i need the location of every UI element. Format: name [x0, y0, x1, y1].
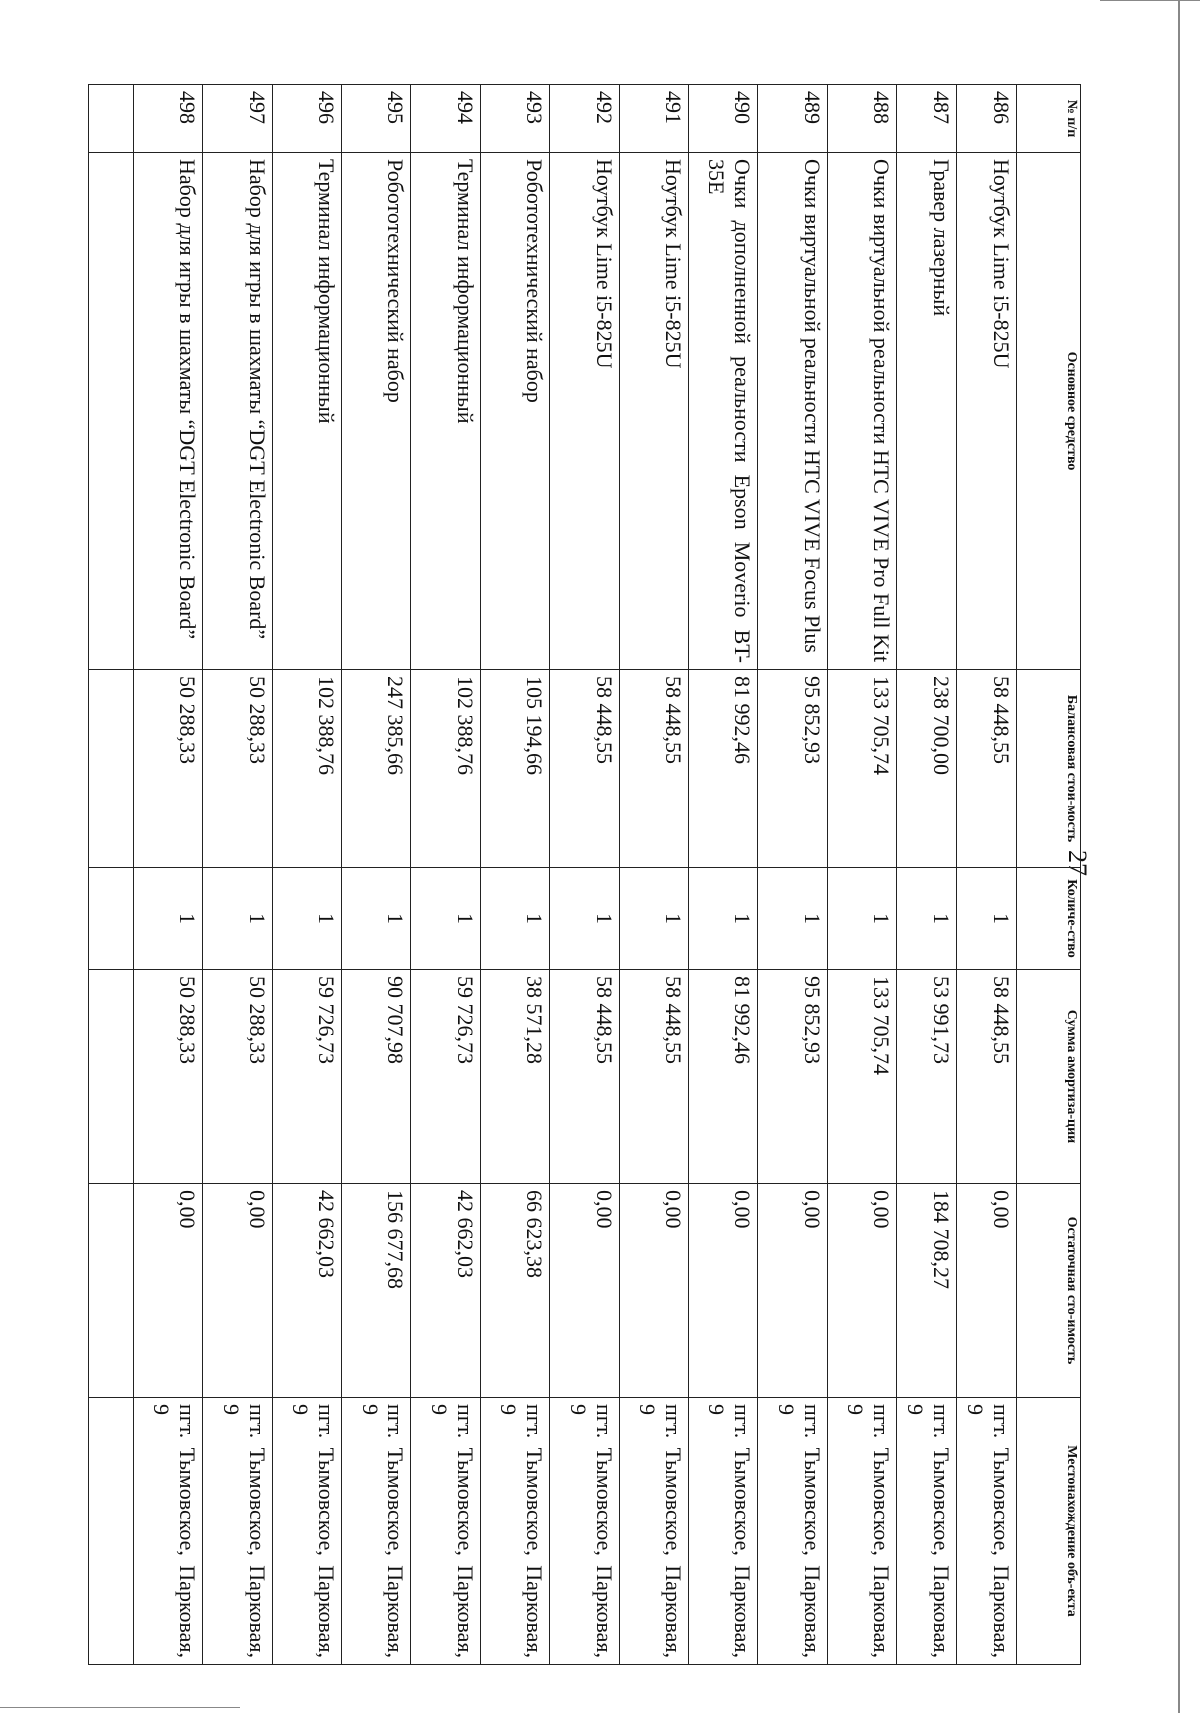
- scan-edge-line: [1100, 0, 1200, 1]
- cell-num: 490: [688, 85, 757, 153]
- cell-num: 486: [957, 85, 1017, 153]
- header-balance: Балансовая стои-мость: [1017, 670, 1081, 868]
- cell-residual: 156 677,68: [342, 1184, 411, 1398]
- cell-amortization: 58 448,55: [957, 970, 1017, 1184]
- cell-name: Набор для игры в шахматы “DGT Electronic Board”: [203, 153, 272, 670]
- table-row: [203, 85, 272, 1665]
- cell-name: Очки виртуальной реальности HTC VIVE Focus Plus: [758, 153, 827, 670]
- cell-num: 487: [897, 85, 957, 153]
- fixed-assets-table: [88, 84, 1081, 1665]
- cell-balance: 50 288,33: [134, 670, 203, 868]
- cell-quantity: 1: [827, 868, 896, 970]
- cell-quantity: 1: [550, 868, 619, 970]
- table-row: [758, 85, 827, 1665]
- table-row: [550, 85, 619, 1665]
- cell-name: Терминал информационный: [411, 153, 480, 670]
- cell-balance: 58 448,55: [957, 670, 1017, 868]
- cell-quantity: 1: [134, 868, 203, 970]
- cell-amortization: 53 991,73: [897, 970, 957, 1184]
- cell-amortization: 38 571,28: [480, 970, 549, 1184]
- cell-amortization: 50 288,33: [203, 970, 272, 1184]
- cell-num: 498: [134, 85, 203, 153]
- cell-location: пгт. Тымовское, Парковая, 9: [272, 1398, 341, 1665]
- header-num: № п/п: [1017, 85, 1081, 153]
- cell-num: 492: [550, 85, 619, 153]
- cell-amortization: 81 992,46: [688, 970, 757, 1184]
- table-row: [134, 85, 203, 1665]
- cell-location: пгт. Тымовское, Парковая, 9: [550, 1398, 619, 1665]
- cell-residual: 42 662,03: [411, 1184, 480, 1398]
- cell-location: пгт. Тымовское, Парковая, 9: [827, 1398, 896, 1665]
- cell-location: пгт. Тымовское, Парковая, 9: [758, 1398, 827, 1665]
- cell-balance: 133 705,74: [827, 670, 896, 868]
- cell-name: Ноутбук Lime i5-825U: [619, 153, 688, 670]
- cell-empty: [89, 670, 134, 868]
- cell-amortization: 59 726,73: [272, 970, 341, 1184]
- table-row-empty: [89, 85, 134, 1665]
- cell-residual: 0,00: [957, 1184, 1017, 1398]
- cell-empty: [89, 153, 134, 670]
- table-row: [827, 85, 896, 1665]
- cell-residual: 66 623,38: [480, 1184, 549, 1398]
- cell-balance: 50 288,33: [203, 670, 272, 868]
- cell-location: пгт. Тымовское, Парковая, 9: [688, 1398, 757, 1665]
- cell-name: Очки виртуальной реальности HTC VIVE Pro Full Kit: [827, 153, 896, 670]
- cell-balance: 58 448,55: [619, 670, 688, 868]
- cell-empty: [89, 85, 134, 153]
- header-location: Местонахождение объ-екта: [1017, 1398, 1081, 1665]
- cell-quantity: 1: [688, 868, 757, 970]
- cell-num: 494: [411, 85, 480, 153]
- cell-balance: 81 992,46: [688, 670, 757, 868]
- cell-name: Робототехнический набор: [342, 153, 411, 670]
- cell-empty: [89, 1184, 134, 1398]
- cell-balance: 58 448,55: [550, 670, 619, 868]
- header-amortization: Сумма амортиза-ции: [1017, 970, 1081, 1184]
- table-row: [688, 85, 757, 1665]
- cell-balance: 102 388,76: [411, 670, 480, 868]
- cell-name: Очки дополненной реальности Epson Moverio BT-35E: [688, 153, 757, 670]
- table-row: [619, 85, 688, 1665]
- cell-name: Ноутбук Lime i5-825U: [550, 153, 619, 670]
- cell-quantity: 1: [480, 868, 549, 970]
- cell-location: пгт. Тымовское, Парковая, 9: [134, 1398, 203, 1665]
- cell-quantity: 1: [897, 868, 957, 970]
- cell-balance: 95 852,93: [758, 670, 827, 868]
- scan-edge-line: [0, 1707, 240, 1708]
- cell-name: Робототехнический набор: [480, 153, 549, 670]
- table-row: [272, 85, 341, 1665]
- cell-location: пгт. Тымовское, Парковая, 9: [342, 1398, 411, 1665]
- table-header-row: [1017, 85, 1081, 1665]
- cell-quantity: 1: [411, 868, 480, 970]
- cell-name: Гравер лазерный: [897, 153, 957, 670]
- cell-amortization: 58 448,55: [550, 970, 619, 1184]
- cell-balance: 238 700,00: [897, 670, 957, 868]
- cell-amortization: 90 707,98: [342, 970, 411, 1184]
- scan-edge-line: [1178, 0, 1180, 1713]
- cell-residual: 0,00: [203, 1184, 272, 1398]
- cell-amortization: 58 448,55: [619, 970, 688, 1184]
- cell-quantity: 1: [758, 868, 827, 970]
- cell-amortization: 59 726,73: [411, 970, 480, 1184]
- cell-location: пгт. Тымовское, Парковая, 9: [957, 1398, 1017, 1665]
- cell-quantity: 1: [619, 868, 688, 970]
- cell-residual: 0,00: [134, 1184, 203, 1398]
- cell-amortization: 95 852,93: [758, 970, 827, 1184]
- cell-residual: 184 708,27: [897, 1184, 957, 1398]
- cell-residual: 0,00: [688, 1184, 757, 1398]
- table-row: [342, 85, 411, 1665]
- cell-empty: [89, 1398, 134, 1665]
- cell-num: 488: [827, 85, 896, 153]
- cell-balance: 102 388,76: [272, 670, 341, 868]
- cell-location: пгт. Тымовское, Парковая, 9: [480, 1398, 549, 1665]
- rotated-table-frame: [88, 84, 1081, 1664]
- cell-num: 489: [758, 85, 827, 153]
- cell-num: 493: [480, 85, 549, 153]
- cell-residual: 0,00: [550, 1184, 619, 1398]
- cell-residual: 0,00: [758, 1184, 827, 1398]
- cell-quantity: 1: [272, 868, 341, 970]
- cell-location: пгт. Тымовское, Парковая, 9: [203, 1398, 272, 1665]
- cell-num: 496: [272, 85, 341, 153]
- cell-empty: [89, 970, 134, 1184]
- header-quantity: Количе-ство: [1017, 868, 1081, 970]
- table-row: [411, 85, 480, 1665]
- cell-empty: [89, 868, 134, 970]
- cell-name: Терминал информационный: [272, 153, 341, 670]
- cell-num: 497: [203, 85, 272, 153]
- cell-quantity: 1: [203, 868, 272, 970]
- cell-balance: 105 194,66: [480, 670, 549, 868]
- cell-amortization: 50 288,33: [134, 970, 203, 1184]
- table-row: [957, 85, 1017, 1665]
- header-name: Основное средство: [1017, 153, 1081, 670]
- cell-quantity: 1: [342, 868, 411, 970]
- cell-name: Набор для игры в шахматы “DGT Electronic Board”: [134, 153, 203, 670]
- cell-balance: 247 385,66: [342, 670, 411, 868]
- cell-num: 491: [619, 85, 688, 153]
- cell-amortization: 133 705,74: [827, 970, 896, 1184]
- cell-residual: 0,00: [827, 1184, 896, 1398]
- cell-name: Ноутбук Lime i5-825U: [957, 153, 1017, 670]
- cell-residual: 0,00: [619, 1184, 688, 1398]
- header-residual: Остаточная сто-имость: [1017, 1184, 1081, 1398]
- table-row: [480, 85, 549, 1665]
- cell-location: пгт. Тымовское, Парковая, 9: [897, 1398, 957, 1665]
- cell-residual: 42 662,03: [272, 1184, 341, 1398]
- page-number: 27: [1063, 850, 1092, 876]
- cell-quantity: 1: [957, 868, 1017, 970]
- cell-location: пгт. Тымовское, Парковая, 9: [619, 1398, 688, 1665]
- cell-num: 495: [342, 85, 411, 153]
- cell-location: пгт. Тымовское, Парковая, 9: [411, 1398, 480, 1665]
- table-row: [897, 85, 957, 1665]
